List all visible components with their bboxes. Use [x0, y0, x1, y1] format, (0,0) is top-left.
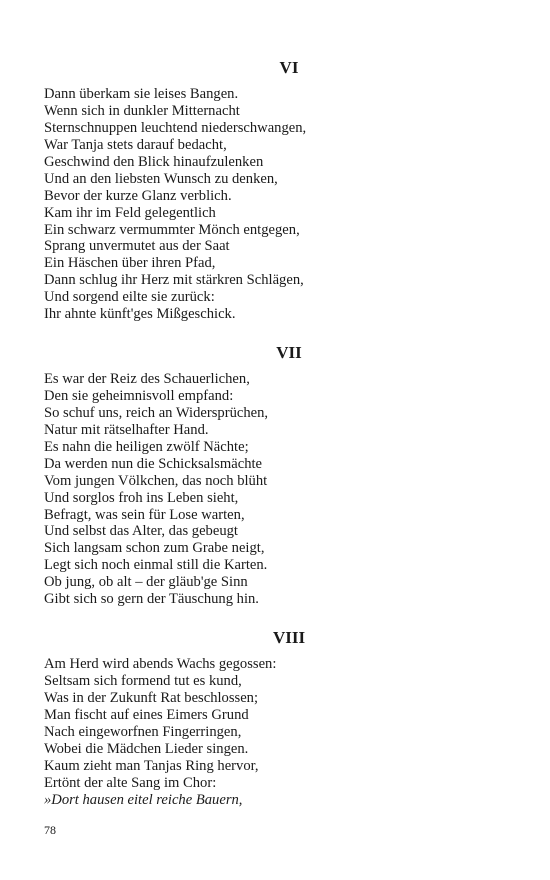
verse-line: Ihr ahnte künft'ges Mißgeschick.: [44, 306, 236, 323]
stanza-lines: [44, 86, 504, 323]
verse-line: Sternschnuppen leuchtend niederschwangen,: [44, 119, 307, 136]
verse-line: Vom jungen Völkchen, das noch blüht: [44, 472, 268, 489]
verse-line: Kam ihr im Feld gelegentlich: [44, 204, 216, 221]
verse-line: Am Herd wird abends Wachs gegossen:: [44, 656, 277, 672]
verse-line: Ein schwarz vermummter Mönch entgegen,: [44, 221, 300, 238]
verse-line: Natur mit rätselhafter Hand.: [44, 421, 209, 438]
verse-line: Dann überkam sie leises Bangen.: [44, 86, 239, 102]
stanza-title: VI: [279, 58, 299, 77]
verse-line: Nach eingeworfnen Fingerringen,: [44, 723, 242, 740]
stanza-vii: [44, 343, 504, 608]
verse-line: Ob jung, ob alt – der gläub'ge Sinn: [44, 574, 248, 591]
verse-line: War Tanja stets darauf bedacht,: [44, 136, 227, 153]
verse-line: Ertönt der alte Sang im Chor:: [44, 774, 217, 791]
verse-line: Gibt sich so gern der Täuschung hin.: [44, 591, 259, 608]
verse-line: Ein Häschen über ihren Pfad,: [44, 255, 216, 272]
stanza-title: VIII: [272, 628, 306, 647]
verse-line: Es war der Reiz des Schauerlichen,: [44, 371, 250, 387]
verse-line: Es nahn die heiligen zwölf Nächte;: [44, 438, 249, 455]
page-number: 78: [44, 823, 56, 837]
stanza-lines: [44, 656, 504, 808]
verse-line: Und sorgend eilte sie zurück:: [44, 289, 215, 306]
stanza-lines: [44, 371, 504, 608]
verse-line: Sprang unvermutet aus der Saat: [44, 238, 230, 255]
stanza-vi: [44, 58, 504, 323]
verse-line: Man fischt auf eines Eimers Grund: [44, 706, 249, 723]
verse-line: Und sorglos froh ins Leben sieht,: [44, 489, 239, 506]
verse-line: So schuf uns, reich an Widersprüchen,: [44, 404, 269, 421]
stanza-title: VII: [276, 343, 302, 362]
verse-line: Was in der Zukunft Rat beschlossen;: [44, 689, 259, 706]
verse-line: Dann schlug ihr Herz mit stärkren Schlägen,: [44, 272, 304, 289]
verse-line: Befragt, was sein für Lose warten,: [44, 506, 245, 523]
verse-line: Sich langsam schon zum Grabe neigt,: [44, 540, 265, 557]
verse-line: Kaum zieht man Tanjas Ring hervor,: [44, 757, 259, 774]
stanza-viii: [44, 628, 504, 808]
verse-line: Wobei die Mädchen Lieder singen.: [44, 740, 249, 757]
verse-line: Bevor der kurze Glanz verblich.: [44, 187, 232, 204]
verse-line: Geschwind den Blick hinaufzulenken: [44, 153, 264, 170]
verse-line: Und an den liebsten Wunsch zu denken,: [44, 170, 278, 187]
verse-line-italic: »Dort hausen eitel reiche Bauern,: [44, 791, 243, 808]
verse-line: Legt sich noch einmal still die Karten.: [44, 557, 268, 574]
verse-line: Da werden nun die Schicksalsmächte: [44, 455, 263, 472]
verse-line: Und selbst das Alter, das gebeugt: [44, 523, 238, 540]
verse-line: Den sie geheimnisvoll empfand:: [44, 387, 234, 404]
verse-line: Seltsam sich formend tut es kund,: [44, 672, 242, 689]
verse-line: Wenn sich in dunkler Mitternacht: [44, 102, 240, 119]
